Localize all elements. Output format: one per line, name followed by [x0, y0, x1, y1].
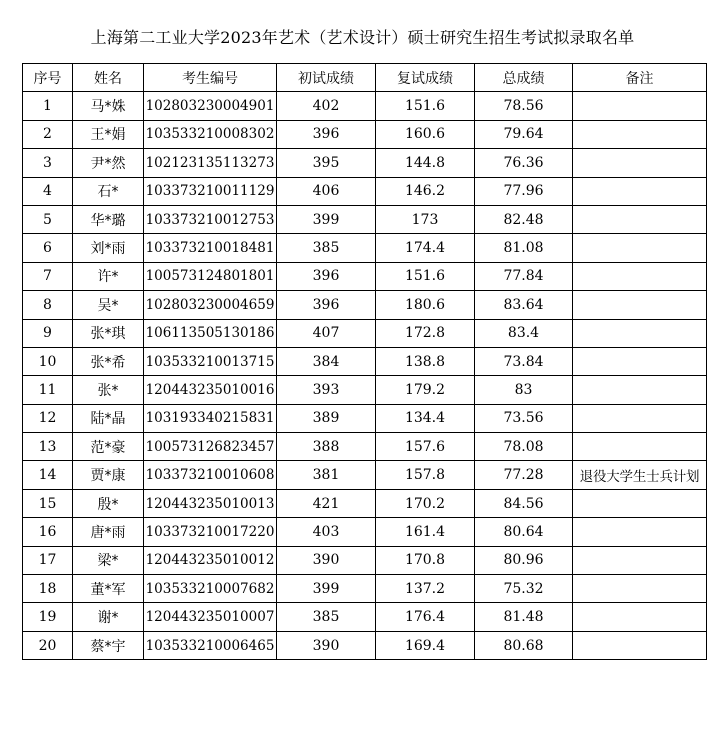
cell-initial-score: 390 — [277, 631, 376, 659]
cell-name: 范*豪 — [73, 433, 144, 461]
cell-notes — [573, 291, 707, 319]
cell-total-score: 73.84 — [475, 347, 573, 375]
cell-candidate-id: 120443235010016 — [144, 376, 277, 404]
cell-name: 张*希 — [73, 347, 144, 375]
cell-candidate-id: 102123135113273 — [144, 149, 277, 177]
cell-initial-score: 396 — [277, 262, 376, 290]
cell-initial-score: 403 — [277, 518, 376, 546]
table-row — [23, 489, 707, 517]
cell-retest-score: 151.6 — [376, 262, 475, 290]
cell-index: 11 — [23, 376, 73, 404]
cell-candidate-id: 103533210007682 — [144, 575, 277, 603]
header-candidate-id: 考生编号 — [144, 64, 277, 92]
cell-retest-score: 179.2 — [376, 376, 475, 404]
cell-index: 3 — [23, 149, 73, 177]
cell-notes — [573, 631, 707, 659]
cell-candidate-id: 102803230004901 — [144, 92, 277, 120]
header-index: 序号 — [23, 64, 73, 92]
cell-notes — [573, 319, 707, 347]
document-title: 上海第二工业大学2023年艺术（艺术设计）硕士研究生招生考试拟录取名单 — [90, 28, 635, 47]
table-row — [23, 234, 707, 262]
cell-candidate-id: 100573126823457 — [144, 433, 277, 461]
cell-notes — [573, 376, 707, 404]
cell-candidate-id: 120443235010013 — [144, 489, 277, 517]
cell-initial-score: 388 — [277, 433, 376, 461]
cell-initial-score: 396 — [277, 120, 376, 148]
cell-retest-score: 134.4 — [376, 404, 475, 432]
cell-total-score: 76.36 — [475, 149, 573, 177]
cell-index: 8 — [23, 291, 73, 319]
cell-name: 谢* — [73, 603, 144, 631]
table-row — [23, 120, 707, 148]
cell-notes — [573, 518, 707, 546]
cell-notes — [573, 262, 707, 290]
cell-retest-score: 176.4 — [376, 603, 475, 631]
cell-total-score: 81.08 — [475, 234, 573, 262]
table-row — [23, 631, 707, 659]
cell-notes — [573, 347, 707, 375]
table-row — [23, 347, 707, 375]
cell-retest-score: 160.6 — [376, 120, 475, 148]
cell-retest-score: 170.8 — [376, 546, 475, 574]
cell-total-score: 78.56 — [475, 92, 573, 120]
table-row — [23, 461, 707, 489]
cell-notes — [573, 433, 707, 461]
header-initial-score: 初试成绩 — [277, 64, 376, 92]
cell-retest-score: 170.2 — [376, 489, 475, 517]
cell-initial-score: 421 — [277, 489, 376, 517]
cell-notes — [573, 546, 707, 574]
cell-name: 吴* — [73, 291, 144, 319]
cell-retest-score: 138.8 — [376, 347, 475, 375]
cell-index: 19 — [23, 603, 73, 631]
cell-name: 尹*然 — [73, 149, 144, 177]
cell-notes — [573, 404, 707, 432]
table-row — [23, 319, 707, 347]
header-total-score: 总成绩 — [475, 64, 573, 92]
cell-candidate-id: 103533210013715 — [144, 347, 277, 375]
cell-total-score: 82.48 — [475, 205, 573, 233]
cell-initial-score: 389 — [277, 404, 376, 432]
cell-candidate-id: 106113505130186 — [144, 319, 277, 347]
table-header-row — [23, 64, 707, 92]
cell-notes — [573, 603, 707, 631]
table-row — [23, 433, 707, 461]
table-row — [23, 205, 707, 233]
cell-total-score: 81.48 — [475, 603, 573, 631]
cell-notes — [573, 120, 707, 148]
cell-total-score: 84.56 — [475, 489, 573, 517]
table-row — [23, 376, 707, 404]
table-row — [23, 291, 707, 319]
table-row — [23, 404, 707, 432]
cell-index: 13 — [23, 433, 73, 461]
cell-initial-score: 385 — [277, 234, 376, 262]
cell-index: 20 — [23, 631, 73, 659]
cell-index: 10 — [23, 347, 73, 375]
cell-initial-score: 406 — [277, 177, 376, 205]
cell-index: 15 — [23, 489, 73, 517]
cell-candidate-id: 120443235010012 — [144, 546, 277, 574]
cell-notes — [573, 149, 707, 177]
cell-initial-score: 396 — [277, 291, 376, 319]
cell-name: 唐*雨 — [73, 518, 144, 546]
cell-total-score: 73.56 — [475, 404, 573, 432]
cell-retest-score: 146.2 — [376, 177, 475, 205]
cell-candidate-id: 100573124801801 — [144, 262, 277, 290]
cell-total-score: 78.08 — [475, 433, 573, 461]
table-row — [23, 262, 707, 290]
cell-retest-score: 157.6 — [376, 433, 475, 461]
cell-retest-score: 137.2 — [376, 575, 475, 603]
cell-retest-score: 172.8 — [376, 319, 475, 347]
cell-candidate-id: 103373210018481 — [144, 234, 277, 262]
cell-total-score: 80.68 — [475, 631, 573, 659]
cell-name: 董*军 — [73, 575, 144, 603]
table-row — [23, 546, 707, 574]
cell-name: 蔡*宇 — [73, 631, 144, 659]
table-row — [23, 149, 707, 177]
cell-total-score: 77.84 — [475, 262, 573, 290]
cell-initial-score: 384 — [277, 347, 376, 375]
cell-index: 5 — [23, 205, 73, 233]
admission-list-table — [22, 63, 707, 660]
cell-index: 1 — [23, 92, 73, 120]
cell-notes — [573, 234, 707, 262]
table-body — [23, 92, 707, 660]
cell-candidate-id: 103373210010608 — [144, 461, 277, 489]
cell-name: 华*璐 — [73, 205, 144, 233]
cell-index: 6 — [23, 234, 73, 262]
cell-index: 17 — [23, 546, 73, 574]
cell-name: 刘*雨 — [73, 234, 144, 262]
cell-index: 16 — [23, 518, 73, 546]
table-row — [23, 575, 707, 603]
cell-initial-score: 407 — [277, 319, 376, 347]
cell-initial-score: 399 — [277, 205, 376, 233]
cell-candidate-id: 103373210012753 — [144, 205, 277, 233]
header-name: 姓名 — [73, 64, 144, 92]
cell-name: 王*娟 — [73, 120, 144, 148]
cell-total-score: 83 — [475, 376, 573, 404]
cell-candidate-id: 103373210011129 — [144, 177, 277, 205]
cell-total-score: 80.96 — [475, 546, 573, 574]
cell-notes — [573, 489, 707, 517]
cell-total-score: 75.32 — [475, 575, 573, 603]
cell-initial-score: 395 — [277, 149, 376, 177]
cell-name: 张* — [73, 376, 144, 404]
cell-total-score: 83.64 — [475, 291, 573, 319]
cell-candidate-id: 103373210017220 — [144, 518, 277, 546]
table-row — [23, 92, 707, 120]
cell-retest-score: 151.6 — [376, 92, 475, 120]
header-notes: 备注 — [573, 64, 707, 92]
cell-notes — [573, 575, 707, 603]
cell-retest-score: 180.6 — [376, 291, 475, 319]
cell-name: 张*琪 — [73, 319, 144, 347]
cell-total-score: 77.96 — [475, 177, 573, 205]
cell-name: 许* — [73, 262, 144, 290]
cell-notes — [573, 205, 707, 233]
cell-total-score: 79.64 — [475, 120, 573, 148]
table-row — [23, 177, 707, 205]
cell-retest-score: 157.8 — [376, 461, 475, 489]
cell-initial-score: 393 — [277, 376, 376, 404]
cell-notes: 退役大学生士兵计划 — [573, 461, 707, 489]
table-row — [23, 518, 707, 546]
cell-initial-score: 385 — [277, 603, 376, 631]
cell-index: 4 — [23, 177, 73, 205]
cell-initial-score: 381 — [277, 461, 376, 489]
cell-candidate-id: 103193340215831 — [144, 404, 277, 432]
cell-index: 9 — [23, 319, 73, 347]
cell-name: 梁* — [73, 546, 144, 574]
cell-notes — [573, 92, 707, 120]
cell-index: 2 — [23, 120, 73, 148]
cell-candidate-id: 120443235010007 — [144, 603, 277, 631]
cell-index: 18 — [23, 575, 73, 603]
cell-retest-score: 144.8 — [376, 149, 475, 177]
cell-notes — [573, 177, 707, 205]
cell-retest-score: 174.4 — [376, 234, 475, 262]
cell-index: 12 — [23, 404, 73, 432]
cell-total-score: 80.64 — [475, 518, 573, 546]
cell-name: 殷* — [73, 489, 144, 517]
cell-retest-score: 173 — [376, 205, 475, 233]
cell-candidate-id: 102803230004659 — [144, 291, 277, 319]
cell-total-score: 77.28 — [475, 461, 573, 489]
cell-initial-score: 402 — [277, 92, 376, 120]
table-row — [23, 603, 707, 631]
cell-retest-score: 169.4 — [376, 631, 475, 659]
cell-retest-score: 161.4 — [376, 518, 475, 546]
cell-candidate-id: 103533210008302 — [144, 120, 277, 148]
cell-name: 石* — [73, 177, 144, 205]
cell-index: 14 — [23, 461, 73, 489]
cell-name: 贾*康 — [73, 461, 144, 489]
header-retest-score: 复试成绩 — [376, 64, 475, 92]
cell-name: 马*姝 — [73, 92, 144, 120]
cell-candidate-id: 103533210006465 — [144, 631, 277, 659]
cell-total-score: 83.4 — [475, 319, 573, 347]
cell-initial-score: 390 — [277, 546, 376, 574]
cell-initial-score: 399 — [277, 575, 376, 603]
cell-name: 陆*晶 — [73, 404, 144, 432]
cell-index: 7 — [23, 262, 73, 290]
